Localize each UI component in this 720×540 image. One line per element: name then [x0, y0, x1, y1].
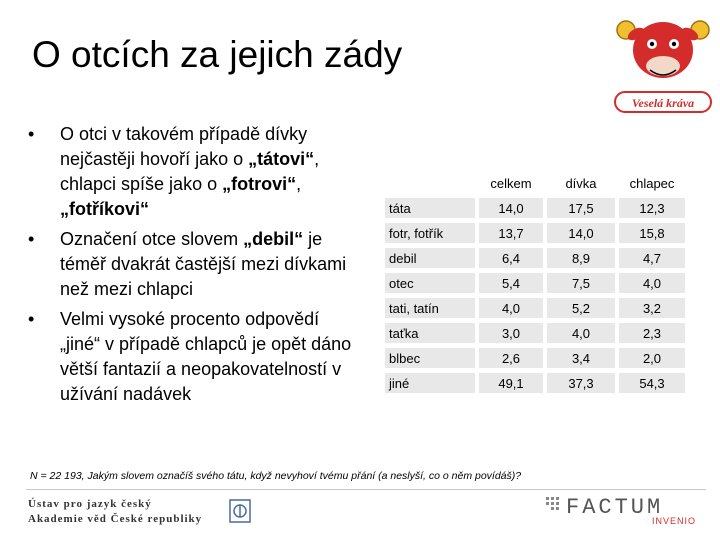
- ujc-line2: Akademie věd České republiky: [28, 513, 203, 525]
- slide-title: O otcích za jejich zády: [32, 34, 403, 75]
- bullet-dot: •: [28, 309, 35, 329]
- table-row: [385, 248, 685, 268]
- cell-divka: 3,4: [547, 348, 615, 368]
- table-row: [385, 348, 685, 368]
- factum-text: FACTUM: [566, 495, 664, 520]
- header-empty: [385, 173, 475, 193]
- cell-chlapec: 54,3: [619, 373, 685, 393]
- cell-chlapec: 15,8: [619, 223, 685, 243]
- table-row: [385, 223, 685, 243]
- row-label: blbec: [385, 348, 475, 368]
- ujc-logo: [26, 494, 256, 530]
- cell-celkem: 2,6: [479, 348, 543, 368]
- bullet-item-2: • Označení otce slovem „debil“ je téměř dvakrát častější mezi dívkami než mezi chlapci: [28, 229, 347, 299]
- table-row: [385, 373, 685, 393]
- cell-celkem: 6,4: [479, 248, 543, 268]
- cell-divka: 37,3: [547, 373, 615, 393]
- vesela-krava-logo: [612, 12, 714, 118]
- header-divka: dívka: [547, 173, 615, 193]
- bullet-item-3: • Velmi vysoké procento odpovědí „jiné“ v případě chlapců je opět dáno větší fantazií a neopakovatelností v užívání nadávek: [28, 309, 352, 404]
- table-row: [385, 298, 685, 318]
- row-label: tati, tatín: [385, 298, 475, 318]
- header-chlapec: chlapec: [619, 173, 685, 193]
- cell-celkem: 49,1: [479, 373, 543, 393]
- cow-brand-text: Veselá kráva: [631, 96, 695, 110]
- row-label: debil: [385, 248, 475, 268]
- row-label: táta: [385, 198, 475, 218]
- footnote: N = 22 193, Jakým slovem označíš svého tátu, když nevyhoví tvému přání (a neslyší, co o něm povídáš)?: [30, 470, 522, 482]
- cell-chlapec: 12,3: [619, 198, 685, 218]
- cell-divka: 4,0: [547, 323, 615, 343]
- table-row: [385, 198, 685, 218]
- table-header-row: [385, 173, 685, 193]
- table-row: [385, 323, 685, 343]
- footer-divider: [26, 489, 706, 490]
- cell-celkem: 4,0: [479, 298, 543, 318]
- bullet-dot: •: [28, 124, 35, 144]
- table-row: [385, 273, 685, 293]
- header-celkem: celkem: [479, 173, 543, 193]
- row-label: taťka: [385, 323, 475, 343]
- factum-invenio-logo: [546, 492, 704, 526]
- cell-divka: 7,5: [547, 273, 615, 293]
- cell-divka: 8,9: [547, 248, 615, 268]
- cell-celkem: 14,0: [479, 198, 543, 218]
- ujc-line1: Ústav pro jazyk český: [28, 498, 152, 510]
- row-label: jiné: [385, 373, 475, 393]
- cell-divka: 14,0: [547, 223, 615, 243]
- row-label: fotr, fotřík: [385, 223, 475, 243]
- cell-chlapec: 3,2: [619, 298, 685, 318]
- cell-chlapec: 2,3: [619, 323, 685, 343]
- cell-celkem: 13,7: [479, 223, 543, 243]
- bullet-item-1: • O otci v takovém případě dívky nejčastěji hovoří jako o „tátovi“, chlapci spíše jako o „fotrovi“, „fotříkovi“: [28, 124, 320, 219]
- cell-divka: 5,2: [547, 298, 615, 318]
- invenio-text: INVENIO: [651, 516, 696, 526]
- cell-celkem: 5,4: [479, 273, 543, 293]
- cell-divka: 17,5: [547, 198, 615, 218]
- cell-chlapec: 4,7: [619, 248, 685, 268]
- cell-celkem: 3,0: [479, 323, 543, 343]
- bullet-list: [28, 122, 363, 412]
- cell-chlapec: 4,0: [619, 273, 685, 293]
- cell-chlapec: 2,0: [619, 348, 685, 368]
- data-table: [385, 168, 685, 398]
- row-label: otec: [385, 273, 475, 293]
- bullet-dot: •: [28, 229, 35, 249]
